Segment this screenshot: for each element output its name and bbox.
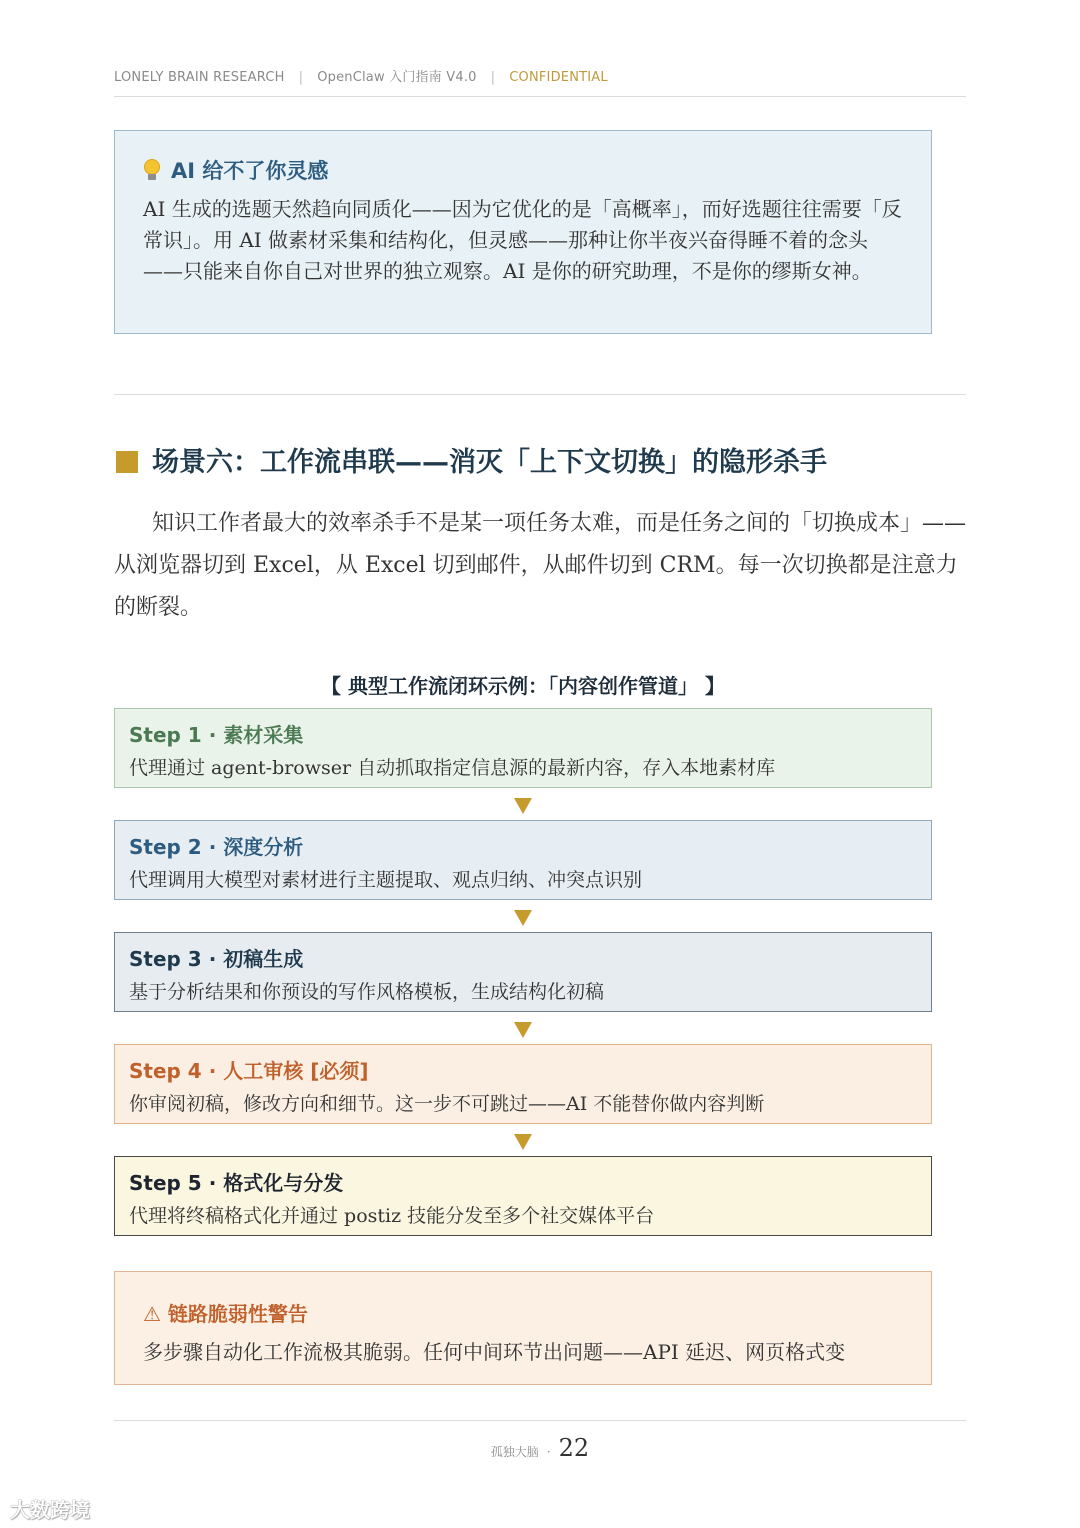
header-divider xyxy=(114,96,966,97)
down-arrow-icon xyxy=(514,1134,532,1150)
tip-callout-body: AI 生成的选题天然趋向同质化——因为它优化的是「高概率」，而好选题往往需要「反常识」。用 AI 做素材采集和结构化，但灵感——那种让你半夜兴奋得睡不着的念头——只能来自你自己对世界的独立观察。AI 是你的研究助理，不是你的缪斯女神。 xyxy=(143,197,902,283)
watermark-logo: 大数跨境 xyxy=(10,1498,90,1522)
header-separator: | xyxy=(298,70,304,85)
header-org: LONELY BRAIN RESEARCH xyxy=(114,70,285,85)
tip-callout-title xyxy=(143,155,328,185)
step-title: Step 5 · 格式化与分发 xyxy=(129,1171,344,1195)
section-paragraph-text: 知识工作者最大的效率杀手不是某一项任务太难，而是任务之间的「切换成本」——从浏览器切到 Excel，从 Excel 切到邮件，从邮件切到 CRM。每一次切换都是注意力的断裂。 xyxy=(114,511,967,620)
lightbulb-icon xyxy=(143,159,161,181)
workflow-step-2 xyxy=(114,820,932,900)
step-description: 代理将终稿格式化并通过 postiz 技能分发至多个社交媒体平台 xyxy=(129,1205,655,1227)
section-paragraph xyxy=(114,503,966,629)
workflow-step-1 xyxy=(114,708,932,788)
step-title: Step 3 · 初稿生成 xyxy=(129,947,304,971)
footer-dot: · xyxy=(546,1445,551,1459)
page-footer xyxy=(0,1434,1080,1462)
warning-title: ⚠ 链路脆弱性警告 xyxy=(143,1302,308,1326)
section-heading-text: 场景六：工作流串联——消灭「上下文切换」的隐形杀手 xyxy=(152,447,827,478)
tip-title-text: AI 给不了你灵感 xyxy=(171,159,329,183)
footer-name: 孤独大脑 xyxy=(490,1445,539,1459)
workflow-title: 【 典型工作流闭环示例：「内容创作管道」 】 xyxy=(321,674,725,698)
section-marker-icon xyxy=(116,451,138,473)
footer-divider xyxy=(114,1420,966,1421)
section-divider xyxy=(114,394,966,395)
workflow-step-5 xyxy=(114,1156,932,1236)
workflow-step-3 xyxy=(114,932,932,1012)
down-arrow-icon xyxy=(514,1022,532,1038)
page-number: 22 xyxy=(558,1434,590,1462)
section-heading xyxy=(116,440,827,479)
tip-callout xyxy=(114,130,932,334)
step-title: Step 1 · 素材采集 xyxy=(129,723,304,747)
header-confidential-tag: CONFIDENTIAL xyxy=(509,70,608,85)
step-description: 代理调用大模型对素材进行主题提取、观点归纳、冲突点识别 xyxy=(129,869,643,891)
page-header xyxy=(114,66,966,85)
step-description: 基于分析结果和你预设的写作风格模板，生成结构化初稿 xyxy=(129,981,605,1003)
step-title: Step 2 · 深度分析 xyxy=(129,835,304,859)
step-description: 你审阅初稿，修改方向和细节。这一步不可跳过——AI 不能替你做内容判断 xyxy=(129,1093,765,1115)
workflow-step-4 xyxy=(114,1044,932,1124)
warning-body: 多步骤自动化工作流极其脆弱。任何中间环节出问题——API 延迟、网页格式变 xyxy=(143,1340,846,1364)
down-arrow-icon xyxy=(514,798,532,814)
header-separator: | xyxy=(490,70,496,85)
down-arrow-icon xyxy=(514,910,532,926)
header-doc-title: OpenClaw 入门指南 V4.0 xyxy=(317,70,477,85)
step-title: Step 4 · 人工审核 [必须] xyxy=(129,1059,369,1083)
step-description: 代理通过 agent-browser 自动抓取指定信息源的最新内容，存入本地素材库 xyxy=(129,757,776,779)
warning-callout xyxy=(114,1271,932,1385)
